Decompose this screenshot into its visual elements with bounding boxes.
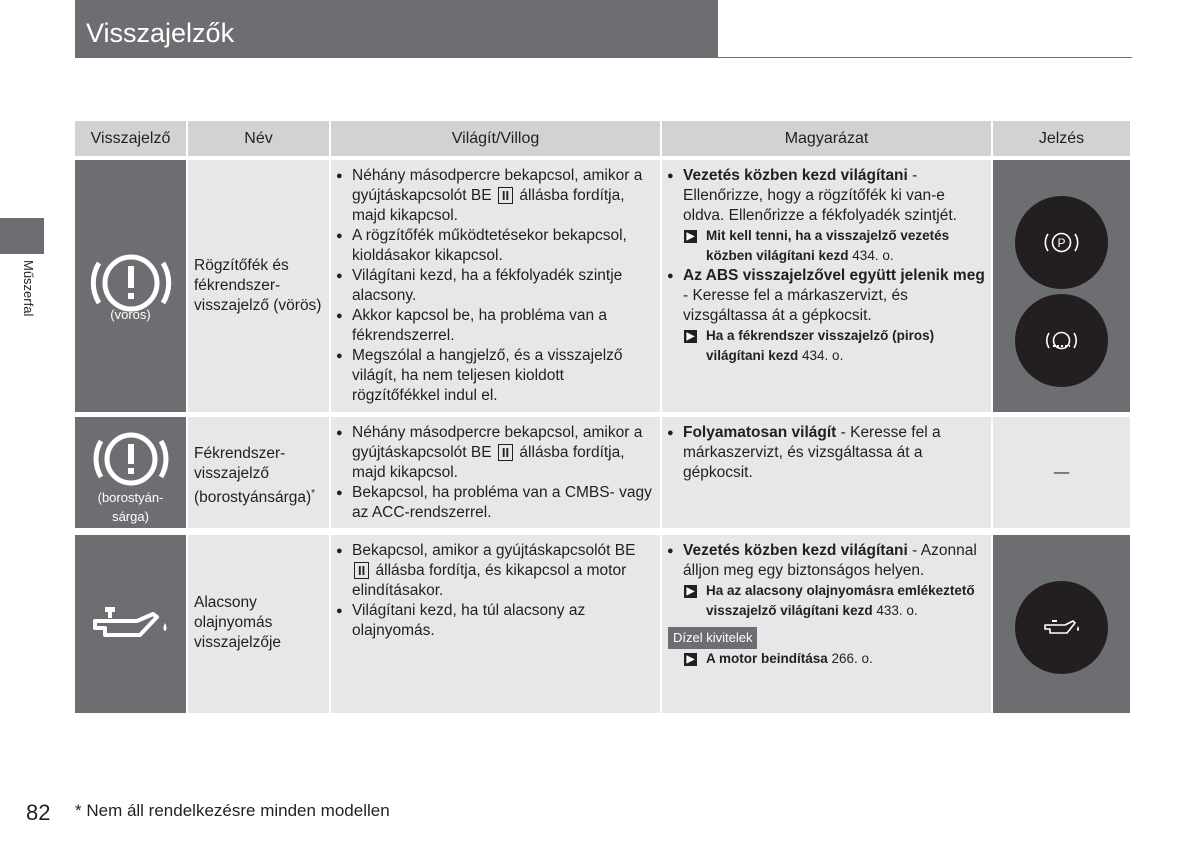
row3-lights (331, 535, 660, 713)
row3-explanation (662, 535, 991, 713)
oil-pressure-icon (75, 535, 186, 713)
cross-reference: ▶ Ha az alacsony olajnyomásra emlékeztető visszajelző világítani kezd 433. o. (662, 581, 985, 621)
section-tab (0, 218, 44, 254)
row3-lights-list (331, 541, 656, 641)
list-item: ● Bekapcsol, ha probléma van a CMBS- vagy az ACC-rendszerrel. (331, 483, 656, 523)
list-item: ● Világítani kezd, ha a fékfolyadék szintje alacsony. (331, 266, 656, 306)
cross-reference: ▶ A motor beindítása 266. o. (662, 649, 985, 669)
list-item: ● Néhány másodpercre bekapcsol, amikor a gyújtáskapcsolót BE II állásba fordítja, majd kikapcsol. (331, 423, 656, 483)
reference-arrow-icon: ▶ (684, 585, 697, 598)
list-item: ● Folyamatosan világít - Keresse fel a márkaszervizt, és vizsgáltassa át a gépkocsit. (662, 423, 985, 483)
cross-reference: ▶ Mit kell tenni, ha a visszajelző vezetés közben világítani kezd 434. o. (662, 226, 985, 266)
row1-lights (331, 160, 660, 412)
reference-arrow-icon: ▶ (684, 653, 697, 666)
row2-lights-list (331, 423, 656, 523)
row1-name: Rögzítőfék és fékrendszer-visszajelző (vörös) (188, 160, 329, 412)
list-item: ● Vezetés közben kezd világítani - Ellenőrizze, hogy a rögzítőfék ki van-e oldva. Ellenőrizze a fékfolyadék szintjét. (662, 166, 985, 226)
header-lights: Világít/Villog (331, 121, 660, 156)
ignition-key-ii: II (354, 562, 369, 579)
row1-icon-cell (75, 160, 186, 412)
row2-lights (331, 417, 660, 528)
reference-arrow-icon: ▶ (684, 330, 697, 343)
parking-brake-p-icon (1015, 196, 1108, 289)
list-item: ● Vezetés közben kezd világítani - Azonnal álljon meg egy biztonságos helyen. (662, 541, 985, 581)
list-item: ● Az ABS visszajelzővel együtt jelenik meg - Keresse fel a márkaszervizt, és vizsgáltassa át a gépkocsit. (662, 266, 985, 326)
cross-reference: ▶ Ha a fékrendszer visszajelző (piros) világítani kezd 434. o. (662, 326, 985, 366)
section-label (22, 258, 40, 328)
row2-signal: — (993, 417, 1130, 528)
row2-explanation (662, 417, 991, 528)
row2-name: Fékrendszer-visszajelző (borostyánsárga)* (188, 417, 329, 528)
footnote: * Nem áll rendelkezésre minden modellen (75, 801, 390, 820)
footnote-mark: * (311, 488, 316, 499)
row3-icon-cell (75, 535, 186, 713)
list-item: ● Bekapcsol, amikor a gyújtáskapcsolót BE II állásba fordítja, és kikapcsol a motor elindításakor. (331, 541, 656, 601)
header-name: Név (188, 121, 329, 156)
page-title: Visszajelzők (86, 18, 235, 48)
row3-signal (993, 535, 1130, 713)
row3-name: Alacsony olajnyomás visszajelzője (188, 535, 329, 713)
row1-explanation (662, 160, 991, 412)
diesel-badge: Dízel kivitelek (668, 627, 757, 649)
header-indicator: Visszajelző (75, 121, 186, 156)
list-item: ● Megszólal a hangjelző, és a visszajelző világít, ha nem teljesen kioldott rögzítőfékkel indul el. (331, 346, 656, 406)
row2-icon-caption: (borostyán-sárga) (97, 490, 164, 524)
brake-warning-icon (75, 160, 186, 412)
row1-icon-caption: (vörös) (110, 307, 151, 322)
row1-lights-list (331, 166, 656, 406)
oil-pressure-signal-icon (1015, 581, 1108, 674)
reference-arrow-icon: ▶ (684, 230, 697, 243)
row1-signal (993, 160, 1130, 412)
header-signal: Jelzés (993, 121, 1130, 156)
ignition-key-ii: II (498, 444, 513, 461)
page-number: 82 (26, 800, 51, 825)
section-label-text: Műszerfal (21, 260, 36, 317)
svg-text:P: P (1057, 236, 1066, 250)
title-rule (75, 57, 1132, 58)
ignition-key-ii: II (498, 187, 513, 204)
row2-icon-cell (75, 417, 186, 528)
list-item: ● Néhány másodpercre bekapcsol, amikor a gyújtáskapcsolót BE II állásba fordítja, majd kikapcsol. (331, 166, 656, 226)
brake-pad-wear-icon (1015, 294, 1108, 387)
header-explanation: Magyarázat (662, 121, 991, 156)
list-item: ● Világítani kezd, ha túl alacsony az olajnyomás. (331, 601, 656, 641)
list-item: ● A rögzítőfék működtetésekor bekapcsol, kioldásakor kikapcsol. (331, 226, 656, 266)
diesel-badge-wrap (662, 621, 985, 649)
list-item: ● Akkor kapcsol be, ha probléma van a fékrendszerrel. (331, 306, 656, 346)
